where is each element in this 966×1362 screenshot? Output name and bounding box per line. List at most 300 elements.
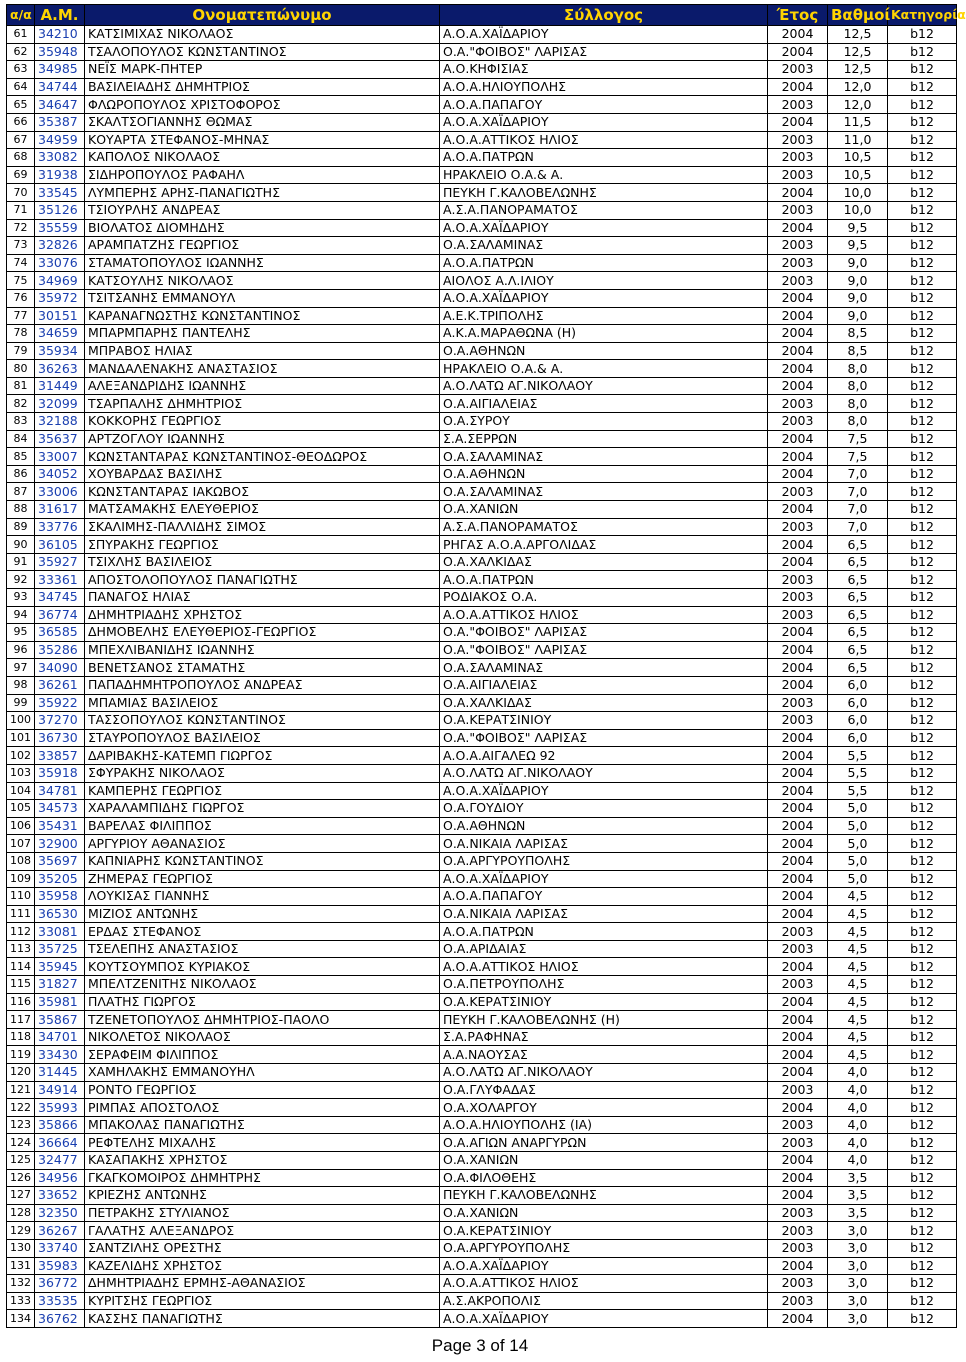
- row-index: 95: [7, 624, 35, 642]
- row-year: 2004: [768, 113, 828, 131]
- row-index: 80: [7, 360, 35, 378]
- row-year: 2004: [768, 1064, 828, 1082]
- row-member-id: 36762: [35, 1310, 85, 1328]
- row-club: Ο.Α.ΠΕΤΡΟΥΠΟΛΗΣ: [440, 976, 768, 994]
- row-year: 2004: [768, 641, 828, 659]
- row-index: 109: [7, 870, 35, 888]
- table-row: [7, 149, 957, 167]
- row-category: b12: [888, 589, 957, 607]
- row-year: 2003: [768, 166, 828, 184]
- table-row: [7, 1152, 957, 1170]
- row-club: Ο.Α.ΧΑΝΙΩΝ: [440, 1152, 768, 1170]
- row-player-name: ΒΑΣΙΛΕΙΑΔΗΣ ΔΗΜΗΤΡΙΟΣ: [85, 78, 440, 96]
- table-row: [7, 1275, 957, 1293]
- row-club: ΠΕΥΚΗ Γ.ΚΑΛΟΒΕΛΩΝΗΣ: [440, 1187, 768, 1205]
- row-points: 7,0: [828, 465, 888, 483]
- row-club: Α.Ε.Κ.ΤΡΙΠΟΛΗΣ: [440, 307, 768, 325]
- row-points: 3,0: [828, 1310, 888, 1328]
- row-member-id: 34956: [35, 1169, 85, 1187]
- row-club: Α.Ο.Α.ΑΤΤΙΚΟΣ ΗΛΙΟΣ: [440, 958, 768, 976]
- row-player-name: ΣΙΔΗΡΟΠΟΥΛΟΣ ΡΑΦΑΗΛ: [85, 166, 440, 184]
- row-points: 6,0: [828, 729, 888, 747]
- row-index: 74: [7, 254, 35, 272]
- row-player-name: ΖΗΜΕΡΑΣ ΓΕΩΡΓΙΟΣ: [85, 870, 440, 888]
- row-player-name: ΣΦΥΡΑΚΗΣ ΝΙΚΟΛΑΟΣ: [85, 764, 440, 782]
- row-club: Α.Ο.Α.ΠΑΠΑΓΟΥ: [440, 888, 768, 906]
- row-member-id: 32188: [35, 413, 85, 431]
- table-row: [7, 1187, 957, 1205]
- row-index: 78: [7, 325, 35, 343]
- row-category: b12: [888, 694, 957, 712]
- table-row: [7, 465, 957, 483]
- row-player-name: ΑΡΤΖΟΓΛΟΥ ΙΩΑΝΝΗΣ: [85, 430, 440, 448]
- row-player-name: ΡΟΝΤΟ ΓΕΩΡΓΙΟΣ: [85, 1081, 440, 1099]
- row-member-id: 35958: [35, 888, 85, 906]
- row-year: 2003: [768, 1239, 828, 1257]
- row-index: 124: [7, 1134, 35, 1152]
- row-member-id: 34701: [35, 1028, 85, 1046]
- row-year: 2004: [768, 870, 828, 888]
- row-index: 126: [7, 1169, 35, 1187]
- row-member-id: 35918: [35, 764, 85, 782]
- row-points: 4,5: [828, 958, 888, 976]
- row-index: 76: [7, 289, 35, 307]
- row-player-name: ΜΠΕΛΤΖΕΝΙΤΗΣ ΝΙΚΟΛΑΟΣ: [85, 976, 440, 994]
- row-index: 110: [7, 888, 35, 906]
- table-row: [7, 764, 957, 782]
- row-club: Ο.Α.ΣΑΛΑΜΙΝΑΣ: [440, 483, 768, 501]
- row-points: 6,5: [828, 589, 888, 607]
- row-club: Ο.Α.ΧΟΛΑΡΓΟΥ: [440, 1099, 768, 1117]
- table-row: [7, 1011, 957, 1029]
- row-index: 92: [7, 571, 35, 589]
- row-member-id: 35697: [35, 852, 85, 870]
- row-index: 84: [7, 430, 35, 448]
- table-row: [7, 606, 957, 624]
- row-category: b12: [888, 448, 957, 466]
- row-index: 113: [7, 940, 35, 958]
- row-club: Ο.Α."ΦΟΙΒΟΣ" ΛΑΡΙΣΑΣ: [440, 624, 768, 642]
- row-member-id: 35867: [35, 1011, 85, 1029]
- row-player-name: ΒΕΝΕΤΣΑΝΟΣ ΣΤΑΜΑΤΗΣ: [85, 659, 440, 677]
- row-category: b12: [888, 729, 957, 747]
- row-index: 134: [7, 1310, 35, 1328]
- row-member-id: 33430: [35, 1046, 85, 1064]
- row-category: b12: [888, 536, 957, 554]
- row-points: 3,0: [828, 1257, 888, 1275]
- row-club: ΠΕΥΚΗ Γ.ΚΑΛΟΒΕΛΩΝΗΣ: [440, 184, 768, 202]
- row-category: b12: [888, 1064, 957, 1082]
- ranking-rows: [7, 26, 957, 1328]
- row-points: 8,0: [828, 377, 888, 395]
- row-points: 12,5: [828, 26, 888, 44]
- row-player-name: ΠΑΝΑΓΟΣ ΗΛΙΑΣ: [85, 589, 440, 607]
- row-player-name: ΡΕΦΤΕΛΗΣ ΜΙΧΑΛΗΣ: [85, 1134, 440, 1152]
- row-club: Α.Ο.Α.ΧΑΪΔΑΡΙΟΥ: [440, 1257, 768, 1275]
- row-club: Α.Ο.Α.ΧΑΪΔΑΡΙΟΥ: [440, 782, 768, 800]
- row-category: b12: [888, 817, 957, 835]
- row-category: b12: [888, 360, 957, 378]
- row-category: b12: [888, 465, 957, 483]
- row-member-id: 37270: [35, 712, 85, 730]
- table-row: [7, 993, 957, 1011]
- row-club: Ο.Α.ΓΛΥΦΑΔΑΣ: [440, 1081, 768, 1099]
- table-row: [7, 1134, 957, 1152]
- row-member-id: 35431: [35, 817, 85, 835]
- row-points: 4,5: [828, 1046, 888, 1064]
- row-category: b12: [888, 78, 957, 96]
- row-index: 116: [7, 993, 35, 1011]
- row-points: 4,0: [828, 1152, 888, 1170]
- table-row: [7, 782, 957, 800]
- row-member-id: 35972: [35, 289, 85, 307]
- row-index: 79: [7, 342, 35, 360]
- table-row: [7, 184, 957, 202]
- row-points: 9,0: [828, 272, 888, 290]
- row-player-name: ΜΠΡΑΒΟΣ ΗΛΙΑΣ: [85, 342, 440, 360]
- row-points: 6,0: [828, 676, 888, 694]
- row-player-name: ΣΚΑΛΤΣΟΓΙΑΝΝΗΣ ΘΩΜΑΣ: [85, 113, 440, 131]
- row-year: 2004: [768, 1257, 828, 1275]
- row-points: 4,5: [828, 993, 888, 1011]
- row-points: 8,0: [828, 395, 888, 413]
- row-player-name: ΤΣΙΤΣΑΝΗΣ ΕΜΜΑΝΟΥΛ: [85, 289, 440, 307]
- row-member-id: 36774: [35, 606, 85, 624]
- row-year: 2004: [768, 430, 828, 448]
- table-row: [7, 166, 957, 184]
- row-player-name: ΠΑΠΑΔΗΜΗΤΡΟΠΟΥΛΟΣ ΑΝΔΡΕΑΣ: [85, 676, 440, 694]
- row-points: 7,0: [828, 483, 888, 501]
- row-member-id: 35286: [35, 641, 85, 659]
- row-member-id: 32350: [35, 1204, 85, 1222]
- row-category: b12: [888, 905, 957, 923]
- row-points: 6,5: [828, 624, 888, 642]
- row-member-id: 35205: [35, 870, 85, 888]
- row-index: 69: [7, 166, 35, 184]
- table-row: [7, 1239, 957, 1257]
- table-row: [7, 289, 957, 307]
- row-club: ΠΕΥΚΗ Γ.ΚΑΛΟΒΕΛΩΝΗΣ (Η): [440, 1011, 768, 1029]
- row-index: 114: [7, 958, 35, 976]
- row-index: 97: [7, 659, 35, 677]
- row-category: b12: [888, 413, 957, 431]
- row-member-id: 36664: [35, 1134, 85, 1152]
- row-member-id: 35993: [35, 1099, 85, 1117]
- row-club: Ο.Α.ΦΙΛΟΘΕΗΣ: [440, 1169, 768, 1187]
- row-index: 77: [7, 307, 35, 325]
- row-club: Ο.Α.ΣΑΛΑΜΙΝΑΣ: [440, 237, 768, 255]
- row-points: 7,0: [828, 518, 888, 536]
- row-club: Ο.Α.ΝΙΚΑΙΑ ΛΑΡΙΣΑΣ: [440, 835, 768, 853]
- row-category: b12: [888, 1292, 957, 1310]
- row-category: b12: [888, 923, 957, 941]
- row-year: 2004: [768, 553, 828, 571]
- row-index: 118: [7, 1028, 35, 1046]
- row-member-id: 34647: [35, 96, 85, 114]
- row-player-name: ΧΑΜΗΛΑΚΗΣ ΕΜΜΑΝΟΥΗΛ: [85, 1064, 440, 1082]
- row-player-name: ΚΩΝΣΤΑΝΤΑΡΑΣ ΚΩΝΣΤΑΝΤΙΝΟΣ-ΘΕΟΔΩΡΟΣ: [85, 448, 440, 466]
- row-category: b12: [888, 940, 957, 958]
- row-points: 4,5: [828, 905, 888, 923]
- row-club: Α.Ο.Α.ΠΑΤΡΩΝ: [440, 254, 768, 272]
- header-category: Κατηγορία: [888, 5, 957, 26]
- row-club: ΗΡΑΚΛΕΙΟ Ο.Α.& Α.: [440, 166, 768, 184]
- row-year: 2003: [768, 1292, 828, 1310]
- row-year: 2003: [768, 395, 828, 413]
- row-year: 2004: [768, 78, 828, 96]
- row-index: 61: [7, 26, 35, 44]
- row-club: Ο.Α.ΑΘΗΝΩΝ: [440, 465, 768, 483]
- row-year: 2003: [768, 131, 828, 149]
- table-row: [7, 272, 957, 290]
- header-year: Έτος: [768, 5, 828, 26]
- row-category: b12: [888, 641, 957, 659]
- row-index: 87: [7, 483, 35, 501]
- row-category: b12: [888, 149, 957, 167]
- row-points: 3,0: [828, 1292, 888, 1310]
- row-points: 12,5: [828, 61, 888, 79]
- row-points: 10,0: [828, 184, 888, 202]
- row-index: 90: [7, 536, 35, 554]
- row-member-id: 35945: [35, 958, 85, 976]
- table-row: [7, 694, 957, 712]
- row-member-id: 34745: [35, 589, 85, 607]
- row-year: 2004: [768, 307, 828, 325]
- row-player-name: ΔΗΜΗΤΡΙΑΔΗΣ ΧΡΗΣΤΟΣ: [85, 606, 440, 624]
- row-member-id: 32099: [35, 395, 85, 413]
- table-row: [7, 26, 957, 44]
- row-index: 133: [7, 1292, 35, 1310]
- row-member-id: 35559: [35, 219, 85, 237]
- table-row: [7, 676, 957, 694]
- row-player-name: ΚΑΖΕΛΙΔΗΣ ΧΡΗΣΤΟΣ: [85, 1257, 440, 1275]
- row-index: 115: [7, 976, 35, 994]
- row-index: 82: [7, 395, 35, 413]
- row-player-name: ΝΕΪΣ ΜΑΡΚ-ΠΗΤΕΡ: [85, 61, 440, 79]
- row-year: 2003: [768, 1134, 828, 1152]
- row-category: b12: [888, 606, 957, 624]
- row-player-name: ΤΣΕΛΕΠΗΣ ΑΝΑΣΤΑΣΙΟΣ: [85, 940, 440, 958]
- row-player-name: ΠΛΑΤΗΣ ΓΙΩΡΓΟΣ: [85, 993, 440, 1011]
- row-category: b12: [888, 888, 957, 906]
- row-year: 2004: [768, 747, 828, 765]
- table-row: [7, 659, 957, 677]
- row-club: Ο.Α.ΑΙΓΙΑΛΕΙΑΣ: [440, 395, 768, 413]
- row-year: 2004: [768, 659, 828, 677]
- row-index: 64: [7, 78, 35, 96]
- table-row: [7, 835, 957, 853]
- row-points: 9,0: [828, 254, 888, 272]
- table-row: [7, 624, 957, 642]
- table-row: [7, 1099, 957, 1117]
- row-year: 2004: [768, 888, 828, 906]
- table-row: [7, 1310, 957, 1328]
- table-row: [7, 852, 957, 870]
- row-club: Α.Ο.Α.ΠΑΤΡΩΝ: [440, 571, 768, 589]
- row-points: 8,5: [828, 342, 888, 360]
- row-member-id: 34781: [35, 782, 85, 800]
- row-year: 2003: [768, 483, 828, 501]
- row-player-name: ΚΑΤΣΙΜΙΧΑΣ ΝΙΚΟΛΑΟΣ: [85, 26, 440, 44]
- table-row: [7, 888, 957, 906]
- row-club: Ο.Α."ΦΟΙΒΟΣ" ΛΑΡΙΣΑΣ: [440, 729, 768, 747]
- row-club: ΡΟΔΙΑΚΟΣ Ο.Α.: [440, 589, 768, 607]
- table-row: [7, 589, 957, 607]
- row-points: 12,0: [828, 96, 888, 114]
- row-club: Ο.Α.ΓΟΥΔΙΟΥ: [440, 800, 768, 818]
- row-year: 2003: [768, 237, 828, 255]
- table-row: [7, 817, 957, 835]
- row-club: Α.Ο.Α.ΠΑΠΑΓΟΥ: [440, 96, 768, 114]
- row-year: 2003: [768, 1204, 828, 1222]
- row-index: 73: [7, 237, 35, 255]
- row-category: b12: [888, 518, 957, 536]
- table-row: [7, 113, 957, 131]
- row-year: 2004: [768, 624, 828, 642]
- row-player-name: ΣΤΑΥΡΟΠΟΥΛΟΣ ΒΑΣΙΛΕΙΟΣ: [85, 729, 440, 747]
- row-member-id: 34959: [35, 131, 85, 149]
- row-category: b12: [888, 1046, 957, 1064]
- row-club: Α.Ο.Α.ΧΑΪΔΑΡΙΟΥ: [440, 289, 768, 307]
- row-year: 2003: [768, 1275, 828, 1293]
- row-club: Α.Κ.Α.ΜΑΡΑΘΩΝΑ (Η): [440, 325, 768, 343]
- row-category: b12: [888, 483, 957, 501]
- row-player-name: ΜΙΖΙΟΣ ΑΝΤΩΝΗΣ: [85, 905, 440, 923]
- row-player-name: ΣΑΝΤΖΙΛΗΣ ΟΡΕΣΤΗΣ: [85, 1239, 440, 1257]
- row-year: 2003: [768, 923, 828, 941]
- row-index: 67: [7, 131, 35, 149]
- row-player-name: ΔΗΜΗΤΡΙΑΔΗΣ ΕΡΜΗΣ-ΑΘΑΝΑΣΙΟΣ: [85, 1275, 440, 1293]
- row-points: 4,0: [828, 1064, 888, 1082]
- row-points: 4,5: [828, 888, 888, 906]
- table-row: [7, 958, 957, 976]
- row-category: b12: [888, 1204, 957, 1222]
- row-year: 2004: [768, 1028, 828, 1046]
- row-category: b12: [888, 307, 957, 325]
- row-member-id: 36730: [35, 729, 85, 747]
- row-club: Ο.Α.ΑΘΗΝΩΝ: [440, 342, 768, 360]
- table-row: [7, 307, 957, 325]
- table-row: [7, 1028, 957, 1046]
- table-row: [7, 237, 957, 255]
- row-points: 9,5: [828, 219, 888, 237]
- row-index: 122: [7, 1099, 35, 1117]
- row-year: 2004: [768, 1046, 828, 1064]
- row-member-id: 36261: [35, 676, 85, 694]
- row-member-id: 35725: [35, 940, 85, 958]
- table-row: [7, 201, 957, 219]
- row-club: Σ.Α.ΣΕΡΡΩΝ: [440, 430, 768, 448]
- row-player-name: ΧΟΥΒΑΡΔΑΣ ΒΑΣΙΛΗΣ: [85, 465, 440, 483]
- row-year: 2004: [768, 501, 828, 519]
- row-member-id: 33076: [35, 254, 85, 272]
- row-points: 10,5: [828, 149, 888, 167]
- row-club: Ο.Α.ΝΙΚΑΙΑ ΛΑΡΙΣΑΣ: [440, 905, 768, 923]
- row-player-name: ΛΟΥΚΙΣΑΣ ΓΙΑΝΝΗΣ: [85, 888, 440, 906]
- row-club: ΑΙΟΛΟΣ Α.Λ.ΙΛΙΟΥ: [440, 272, 768, 290]
- row-year: 2004: [768, 764, 828, 782]
- row-member-id: 34210: [35, 26, 85, 44]
- table-row: [7, 219, 957, 237]
- row-points: 6,5: [828, 571, 888, 589]
- row-category: b12: [888, 184, 957, 202]
- row-member-id: 33652: [35, 1187, 85, 1205]
- row-points: 7,5: [828, 448, 888, 466]
- table-row: [7, 641, 957, 659]
- row-index: 111: [7, 905, 35, 923]
- row-club: Α.Σ.Α.ΠΑΝΟΡΑΜΑΤΟΣ: [440, 518, 768, 536]
- table-row: [7, 729, 957, 747]
- row-points: 6,0: [828, 694, 888, 712]
- row-year: 2004: [768, 184, 828, 202]
- row-category: b12: [888, 1275, 957, 1293]
- row-points: 12,0: [828, 78, 888, 96]
- row-points: 11,5: [828, 113, 888, 131]
- row-points: 9,0: [828, 307, 888, 325]
- row-points: 4,0: [828, 1081, 888, 1099]
- row-year: 2004: [768, 852, 828, 870]
- row-points: 4,0: [828, 1099, 888, 1117]
- row-member-id: 34914: [35, 1081, 85, 1099]
- row-points: 7,5: [828, 430, 888, 448]
- row-club: Α.Ο.Α.ΧΑΪΔΑΡΙΟΥ: [440, 26, 768, 44]
- row-club: Α.Ο.Α.ΠΑΤΡΩΝ: [440, 149, 768, 167]
- row-year: 2003: [768, 272, 828, 290]
- row-year: 2003: [768, 1116, 828, 1134]
- row-member-id: 36772: [35, 1275, 85, 1293]
- row-member-id: 35387: [35, 113, 85, 131]
- row-points: 5,0: [828, 817, 888, 835]
- row-year: 2003: [768, 976, 828, 994]
- table-row: [7, 553, 957, 571]
- table-row: [7, 1116, 957, 1134]
- row-category: b12: [888, 764, 957, 782]
- row-category: b12: [888, 852, 957, 870]
- row-index: 125: [7, 1152, 35, 1170]
- table-row: [7, 800, 957, 818]
- row-index: 65: [7, 96, 35, 114]
- row-player-name: ΑΡΑΜΠΑΤΖΗΣ ΓΕΩΡΓΙΟΣ: [85, 237, 440, 255]
- row-club: Ο.Α.ΧΑΛΚΙΔΑΣ: [440, 553, 768, 571]
- row-player-name: ΛΥΜΠΕΡΗΣ ΑΡΗΣ-ΠΑΝΑΓΙΩΤΗΣ: [85, 184, 440, 202]
- row-year: 2004: [768, 289, 828, 307]
- row-points: 10,0: [828, 201, 888, 219]
- row-club: Α.Ο.Α.ΑΤΤΙΚΟΣ ΗΛΙΟΣ: [440, 131, 768, 149]
- row-club: Ο.Α.ΧΑΝΙΩΝ: [440, 1204, 768, 1222]
- row-member-id: 31445: [35, 1064, 85, 1082]
- row-index: 105: [7, 800, 35, 818]
- row-points: 4,5: [828, 976, 888, 994]
- row-club: Ο.Α.ΧΑΝΙΩΝ: [440, 501, 768, 519]
- row-year: 2003: [768, 606, 828, 624]
- row-member-id: 34659: [35, 325, 85, 343]
- row-points: 4,5: [828, 923, 888, 941]
- row-category: b12: [888, 201, 957, 219]
- row-category: b12: [888, 325, 957, 343]
- row-year: 2003: [768, 149, 828, 167]
- row-index: 75: [7, 272, 35, 290]
- row-index: 119: [7, 1046, 35, 1064]
- table-row: [7, 518, 957, 536]
- table-row: [7, 96, 957, 114]
- row-player-name: ΑΡΓΥΡΙΟΥ ΑΘΑΝΑΣΙΟΣ: [85, 835, 440, 853]
- row-points: 8,0: [828, 360, 888, 378]
- header-am: Α.Μ.: [35, 5, 85, 26]
- row-points: 10,5: [828, 166, 888, 184]
- row-category: b12: [888, 219, 957, 237]
- row-year: 2004: [768, 817, 828, 835]
- row-member-id: 33081: [35, 923, 85, 941]
